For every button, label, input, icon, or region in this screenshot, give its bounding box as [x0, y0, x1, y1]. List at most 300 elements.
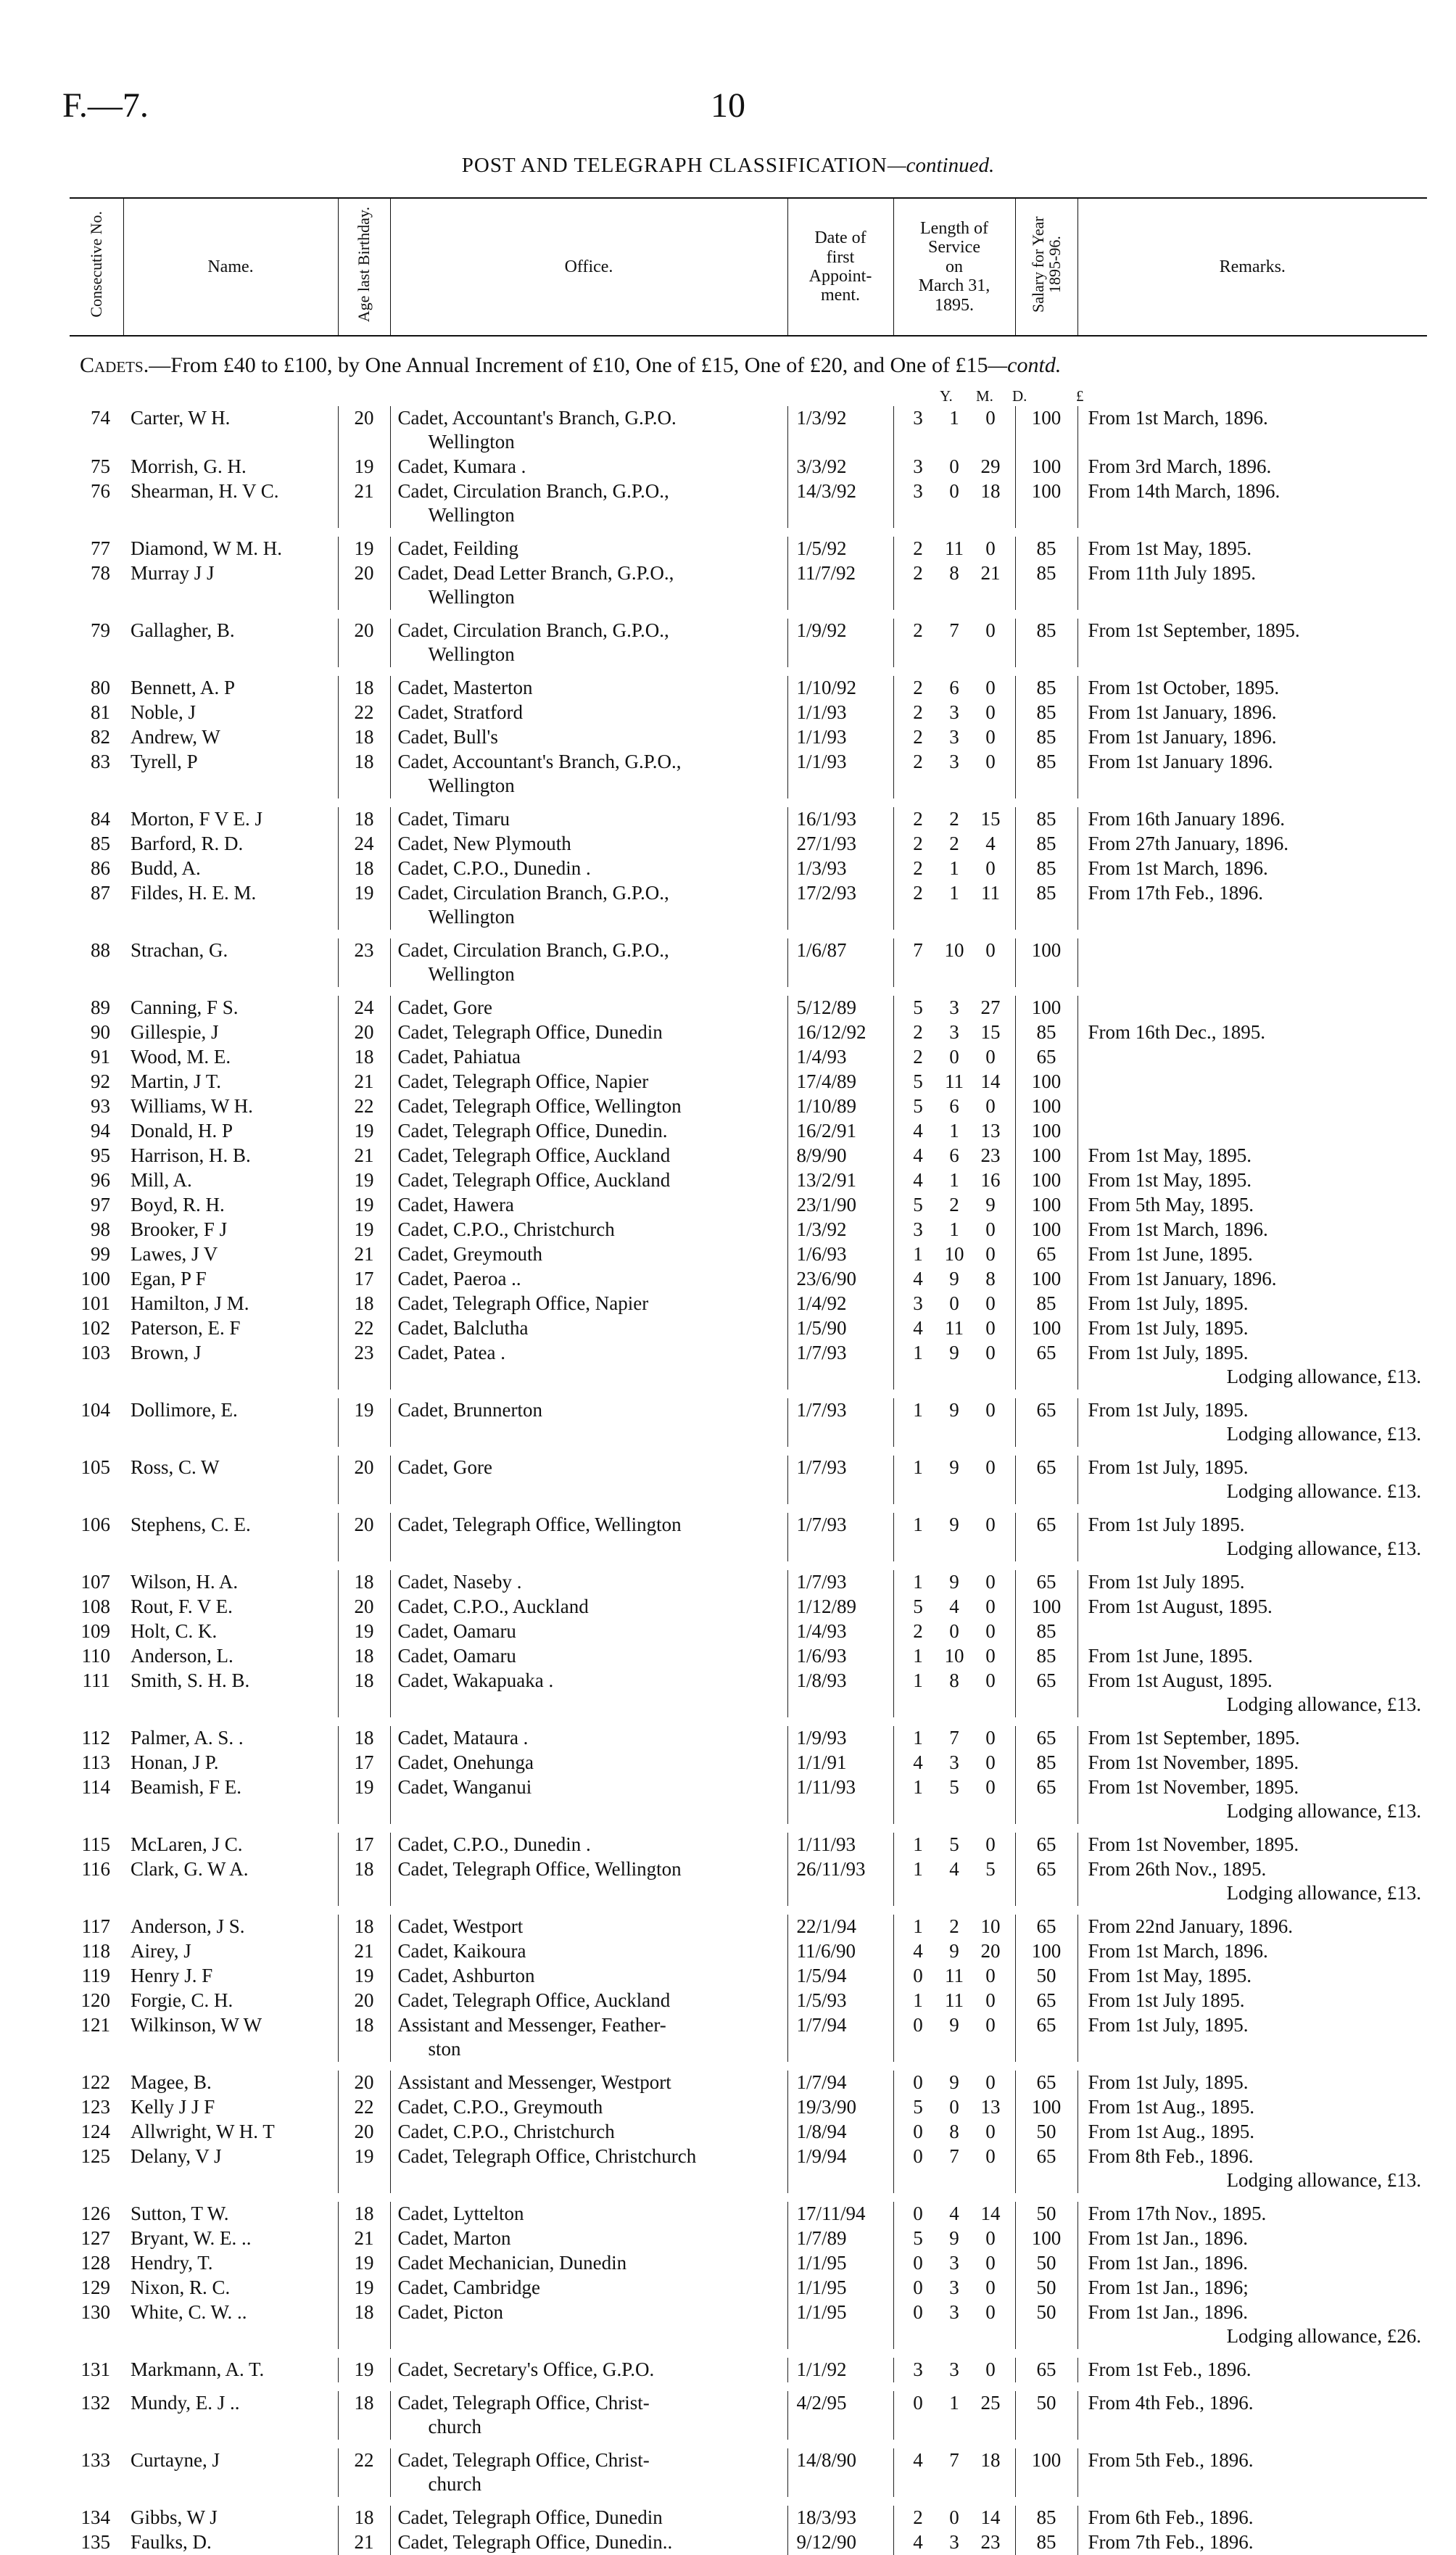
table-row	[70, 1119, 1427, 1144]
row-length-of-service	[893, 1722, 1015, 1751]
row-date: 1/9/92	[787, 614, 893, 672]
row-number: 116	[81, 1858, 110, 1880]
service-d: 0	[985, 726, 996, 748]
row-number: 75	[91, 455, 110, 477]
table-row	[70, 857, 1427, 881]
table-row	[70, 2353, 1427, 2387]
row-number: 107	[80, 1571, 110, 1593]
row-length-of-service	[893, 857, 1015, 881]
service-d: 25	[980, 2392, 1001, 2414]
col-header-age: Age last Birthday.	[338, 198, 390, 336]
row-name: Ross, C. W	[131, 1456, 220, 1478]
row-remarks	[1077, 2353, 1427, 2387]
row-salary: 100	[1015, 1070, 1077, 1094]
row-length-of-service	[893, 2226, 1015, 2251]
row-length-of-service	[893, 1857, 1015, 1910]
office-continuation: Wellington	[428, 775, 515, 796]
row-salary: 100	[1015, 1939, 1077, 1964]
row-age: 18	[338, 2197, 390, 2226]
row-office	[390, 1751, 787, 1775]
office-line: Cadet, Telegraph Office, Christ-	[397, 2449, 650, 2471]
office-line: Cadet, Ashburton	[397, 1965, 535, 1986]
row-date: 1/5/93	[787, 1989, 893, 2013]
col-header-office: Office.	[390, 198, 787, 336]
table-row	[70, 1619, 1427, 1644]
row-remarks	[1077, 2444, 1427, 2501]
row-remarks	[1077, 2066, 1427, 2095]
office-line: Cadet, C.P.O., Dunedin .	[397, 1833, 591, 1855]
row-age: 18	[338, 1857, 390, 1910]
service-m: 1	[949, 2392, 959, 2414]
row-number: 127	[80, 2227, 110, 2249]
row-office	[390, 2444, 787, 2501]
row-age: 20	[338, 614, 390, 672]
service-y: 1	[913, 1456, 923, 1478]
row-date: 1/4/93	[787, 1619, 893, 1644]
table-row	[70, 2095, 1427, 2120]
service-y: 7	[913, 939, 923, 961]
row-salary: 50	[1015, 1964, 1077, 1989]
row-number: 122	[80, 2071, 110, 2093]
table-row	[70, 672, 1427, 701]
office-line: Cadet, Telegraph Office, Dunedin.	[397, 1120, 668, 1142]
service-y: 4	[913, 1268, 923, 1289]
office-continuation: ston	[428, 2038, 461, 2060]
row-length-of-service	[893, 2444, 1015, 2501]
row-length-of-service	[893, 1193, 1015, 1218]
remarks-line: From 3rd March, 1896.	[1088, 455, 1272, 477]
row-date: 1/7/93	[787, 1566, 893, 1595]
table-row	[70, 2444, 1427, 2501]
office-line: Cadet, Telegraph Office, Dunedin	[397, 2506, 663, 2528]
row-office	[390, 1144, 787, 1168]
office-line: Cadet, Balclutha	[397, 1317, 529, 1339]
row-remarks	[1077, 750, 1427, 803]
office-continuation: Wellington	[428, 586, 515, 608]
lodging-allowance: Lodging allowance, £13.	[1226, 1882, 1421, 1904]
row-office	[390, 1566, 787, 1595]
row-salary: 65	[1015, 1722, 1077, 1751]
row-date: 1/3/92	[787, 1218, 893, 1242]
row-salary: 50	[1015, 2387, 1077, 2444]
remarks-line: From 1st September, 1895.	[1088, 619, 1300, 641]
office-line: Cadet, Wanganui	[397, 1776, 532, 1798]
row-age: 19	[338, 1394, 390, 1451]
service-d: 0	[985, 2227, 996, 2249]
row-salary: 65	[1015, 1242, 1077, 1267]
row-name: Canning, F S.	[131, 996, 239, 1018]
row-name: Shearman, H. V C.	[131, 480, 279, 502]
table-row	[70, 1094, 1427, 1119]
row-length-of-service	[893, 991, 1015, 1020]
row-remarks	[1077, 2120, 1427, 2145]
row-age: 20	[338, 406, 390, 455]
table-row	[70, 1341, 1427, 1394]
row-salary: 85	[1015, 750, 1077, 803]
row-date: 17/2/93	[787, 881, 893, 934]
service-m: 10	[944, 1243, 964, 1265]
service-m: 9	[949, 1940, 959, 1962]
row-office	[390, 1644, 787, 1669]
remarks-line: From 1st Jan., 1896.	[1088, 2252, 1249, 2274]
row-remarks	[1077, 803, 1427, 832]
table-row	[70, 1218, 1427, 1242]
row-name: Dollimore, E.	[131, 1399, 238, 1421]
table-row	[70, 1070, 1427, 1094]
row-age: 19	[338, 1775, 390, 1828]
row-date: 11/6/90	[787, 1939, 893, 1964]
service-m: 2	[949, 833, 959, 854]
service-m: 10	[944, 939, 964, 961]
service-m: 4	[949, 2203, 959, 2224]
service-y: 1	[913, 1727, 923, 1749]
row-date: 1/9/93	[787, 1722, 893, 1751]
row-number: 113	[81, 1751, 110, 1773]
row-date: 1/7/94	[787, 2066, 893, 2095]
table-row	[70, 2145, 1427, 2197]
row-office	[390, 1193, 787, 1218]
row-number: 104	[80, 1399, 110, 1421]
service-m: 0	[949, 480, 959, 502]
service-m: 1	[949, 857, 959, 879]
remarks-line: From 1st January, 1896.	[1088, 701, 1277, 723]
row-length-of-service	[893, 1292, 1015, 1316]
service-y: 3	[913, 407, 923, 429]
office-line: Cadet, Timaru	[397, 808, 510, 830]
row-name: Faulks, D.	[131, 2531, 212, 2553]
service-d: 0	[985, 1571, 996, 1593]
row-date: 1/3/93	[787, 857, 893, 881]
row-name: Morton, F V E. J	[131, 808, 263, 830]
row-date: 26/11/93	[787, 1857, 893, 1910]
row-salary: 65	[1015, 1775, 1077, 1828]
row-length-of-service	[893, 406, 1015, 455]
lodging-allowance: Lodging allowance, £13.	[1226, 2169, 1421, 2191]
service-d: 15	[980, 808, 1001, 830]
remarks-line: From 1st January, 1896.	[1088, 726, 1277, 748]
row-salary: 65	[1015, 1451, 1077, 1508]
remarks-line: From 1st August, 1895.	[1088, 1596, 1273, 1617]
table-row	[70, 1168, 1427, 1193]
row-office	[390, 1964, 787, 1989]
row-date: 23/6/90	[787, 1267, 893, 1292]
service-m: 11	[945, 1965, 964, 1986]
service-y: 2	[913, 677, 923, 698]
service-y: 0	[913, 2277, 923, 2298]
service-m: 3	[949, 1021, 959, 1043]
row-age: 20	[338, 1508, 390, 1566]
row-office	[390, 479, 787, 532]
service-m: 3	[949, 2301, 959, 2323]
row-date: 1/7/89	[787, 2226, 893, 2251]
row-salary: 100	[1015, 1218, 1077, 1242]
row-number: 110	[81, 1645, 110, 1667]
office-line: Cadet, Hawera	[397, 1194, 514, 1215]
row-name: Gibbs, W J	[131, 2506, 218, 2528]
row-salary: 65	[1015, 2353, 1077, 2387]
service-d: 0	[985, 1218, 996, 1240]
remarks-line: From 17th Nov., 1895.	[1088, 2203, 1267, 2224]
row-age: 18	[338, 2013, 390, 2066]
row-age: 18	[338, 1566, 390, 1595]
service-m: 7	[949, 2145, 959, 2167]
service-m: 7	[949, 619, 959, 641]
service-m: 1	[949, 1218, 959, 1240]
row-name: Wood, M. E.	[131, 1046, 231, 1068]
row-number: 119	[81, 1965, 110, 1986]
office-line: Cadet, C.P.O., Dunedin .	[397, 857, 591, 879]
row-office	[390, 1910, 787, 1939]
service-y: 4	[913, 1940, 923, 1962]
row-name: Mundy, E. J ..	[131, 2392, 240, 2414]
service-d: 14	[980, 1070, 1001, 1092]
row-number: 90	[91, 1021, 110, 1043]
row-number: 74	[91, 407, 110, 429]
row-office	[390, 1094, 787, 1119]
service-d: 10	[980, 1915, 1001, 1937]
service-y: 5	[913, 2096, 923, 2118]
service-d: 21	[980, 562, 1001, 584]
remarks-line: From 1st November, 1895.	[1088, 1751, 1299, 1773]
office-line: Cadet, Telegraph Office, Wellington	[397, 1514, 682, 1535]
row-salary: 100	[1015, 1144, 1077, 1168]
service-d: 0	[985, 1399, 996, 1421]
row-salary: 85	[1015, 1020, 1077, 1045]
row-name: Williams, W H.	[131, 1095, 253, 1117]
row-date: 1/6/93	[787, 1242, 893, 1267]
row-length-of-service	[893, 2120, 1015, 2145]
remarks-line: From 1st November, 1895.	[1088, 1776, 1299, 1798]
office-line: Cadet, Greymouth	[397, 1243, 542, 1265]
office-line: Cadet, Mataura .	[397, 1727, 529, 1749]
row-date: 1/4/93	[787, 1045, 893, 1070]
row-age: 17	[338, 1828, 390, 1857]
service-d: 18	[980, 2449, 1001, 2471]
row-length-of-service	[893, 2145, 1015, 2197]
row-length-of-service	[893, 1119, 1015, 1144]
office-line: Cadet, Onehunga	[397, 1751, 534, 1773]
row-age: 21	[338, 1242, 390, 1267]
row-name: Wilson, H. A.	[131, 1571, 239, 1593]
table-row	[70, 1964, 1427, 1989]
service-y: 3	[913, 480, 923, 502]
row-length-of-service	[893, 1168, 1015, 1193]
service-d: 0	[985, 2121, 996, 2142]
col-header-salary: Salary for Year 1895-96.	[1015, 198, 1077, 336]
remarks-line: From 1st October, 1895.	[1088, 677, 1280, 698]
row-office	[390, 406, 787, 455]
row-number: 129	[80, 2277, 110, 2298]
row-salary: 85	[1015, 2530, 1077, 2555]
row-office	[390, 1394, 787, 1451]
row-date: 1/1/93	[787, 750, 893, 803]
row-office	[390, 1857, 787, 1910]
service-m: 6	[949, 1144, 959, 1166]
row-office	[390, 2300, 787, 2353]
row-number: 78	[91, 562, 110, 584]
row-age: 18	[338, 1722, 390, 1751]
row-office	[390, 1045, 787, 1070]
service-d: 23	[980, 1144, 1001, 1166]
row-remarks	[1077, 614, 1427, 672]
row-date: 23/1/90	[787, 1193, 893, 1218]
service-m: 1	[949, 1120, 959, 1142]
row-number: 100	[80, 1268, 110, 1289]
row-date: 27/1/93	[787, 832, 893, 857]
row-name: Magee, B.	[131, 2071, 212, 2093]
service-d: 0	[985, 2071, 996, 2093]
row-salary: 100	[1015, 1267, 1077, 1292]
service-y: 2	[913, 882, 923, 904]
table-row	[70, 455, 1427, 479]
row-remarks	[1077, 1168, 1427, 1193]
service-d: 0	[985, 1989, 996, 2011]
row-date: 1/8/94	[787, 2120, 893, 2145]
row-age: 21	[338, 1070, 390, 1094]
row-number: 77	[91, 537, 110, 559]
remarks-line: From 1st January 1896.	[1088, 751, 1273, 772]
remarks-line: From 1st July, 1895.	[1088, 1342, 1249, 1363]
table-row	[70, 2501, 1427, 2530]
remarks-line: From 1st March, 1896.	[1088, 407, 1268, 429]
office-line: Cadet, Gore	[397, 1456, 492, 1478]
row-office	[390, 1508, 787, 1566]
row-salary: 100	[1015, 2226, 1077, 2251]
row-remarks	[1077, 1094, 1427, 1119]
service-y: 0	[913, 1965, 923, 1986]
row-length-of-service	[893, 479, 1015, 532]
service-m: 11	[945, 1989, 964, 2011]
row-name: Delany, V J	[131, 2145, 222, 2167]
row-name: Brown, J	[131, 1342, 202, 1363]
row-salary: 100	[1015, 1595, 1077, 1619]
row-name: Bryant, W. E. ..	[131, 2227, 252, 2249]
office-line: Cadet, Marton	[397, 2227, 511, 2249]
table-row	[70, 2226, 1427, 2251]
service-m: 11	[945, 537, 964, 559]
remarks-line: From 1st July 1895.	[1088, 1989, 1245, 2011]
row-length-of-service	[893, 1341, 1015, 1394]
row-salary: 100	[1015, 991, 1077, 1020]
row-name: Lawes, J V	[131, 1243, 218, 1265]
table-row	[70, 991, 1427, 1020]
office-line: Cadet Mechanician, Dunedin	[397, 2252, 627, 2274]
table-row	[70, 701, 1427, 725]
service-y: 2	[913, 1046, 923, 1068]
table-row	[70, 2300, 1427, 2353]
row-name: Curtayne, J	[131, 2449, 220, 2471]
row-remarks	[1077, 2095, 1427, 2120]
remarks-line: From 1st Feb., 1896.	[1088, 2358, 1252, 2380]
col-header-name: Name.	[123, 198, 338, 336]
remarks-line: From 1st June, 1895.	[1088, 1243, 1253, 1265]
service-y: 3	[913, 1292, 923, 1314]
table-row	[70, 2251, 1427, 2276]
row-length-of-service	[893, 1989, 1015, 2013]
service-d: 0	[985, 1292, 996, 1314]
row-office	[390, 803, 787, 832]
service-y: 5	[913, 1070, 923, 1092]
office-line: Cadet, Telegraph Office, Auckland	[397, 1144, 671, 1166]
service-y: 5	[913, 1095, 923, 1117]
service-m: 2	[949, 1194, 959, 1215]
lodging-allowance: Lodging allowance, £13.	[1226, 1423, 1421, 1445]
row-office	[390, 1168, 787, 1193]
service-d: 29	[980, 455, 1001, 477]
row-length-of-service	[893, 1218, 1015, 1242]
row-length-of-service	[893, 881, 1015, 934]
row-name: Barford, R. D.	[131, 833, 244, 854]
service-d: 0	[985, 1727, 996, 1749]
row-number: 83	[91, 751, 110, 772]
row-office	[390, 2066, 787, 2095]
office-line: Cadet, Pahiatua	[397, 1046, 521, 1068]
remarks-line: From 8th Feb., 1896.	[1088, 2145, 1254, 2167]
unit-days: D.	[1012, 387, 1027, 405]
row-number: 92	[91, 1070, 110, 1092]
service-y: 4	[913, 2449, 923, 2471]
row-date: 22/1/94	[787, 1910, 893, 1939]
row-age: 20	[338, 1595, 390, 1619]
row-remarks	[1077, 1267, 1427, 1292]
remarks-line: From 17th Feb., 1896.	[1088, 882, 1264, 904]
office-line: Cadet, Kaikoura	[397, 1940, 526, 1962]
office-line: Assistant and Messenger, Feather-	[397, 2014, 666, 2036]
row-number: 134	[80, 2506, 110, 2528]
service-m: 3	[949, 2531, 959, 2553]
row-age: 21	[338, 1939, 390, 1964]
row-office	[390, 1292, 787, 1316]
row-age: 18	[338, 725, 390, 750]
row-age: 20	[338, 2120, 390, 2145]
office-line: Cadet, Feilding	[397, 537, 518, 559]
service-m: 3	[949, 2252, 959, 2274]
row-salary: 85	[1015, 857, 1077, 881]
service-y: 3	[913, 455, 923, 477]
row-age: 19	[338, 1964, 390, 1989]
office-line: Cadet, Accountant's Branch, G.P.O.	[397, 407, 677, 429]
service-y: 5	[913, 1596, 923, 1617]
row-remarks	[1077, 2013, 1427, 2066]
service-m: 5	[949, 1833, 959, 1855]
office-line: Cadet, Oamaru	[397, 1620, 516, 1642]
remarks-line: From 1st July 1895.	[1088, 1571, 1245, 1593]
row-remarks	[1077, 1193, 1427, 1218]
table-row	[70, 1669, 1427, 1722]
office-continuation: Wellington	[428, 504, 515, 526]
table-row	[70, 1020, 1427, 1045]
service-d: 13	[980, 1120, 1001, 1142]
service-y: 1	[913, 1571, 923, 1593]
remarks-line: From 16th January 1896.	[1088, 808, 1285, 830]
row-number: 86	[91, 857, 110, 879]
service-d: 9	[985, 1194, 996, 1215]
row-name: Martin, J T.	[131, 1070, 221, 1092]
row-age: 22	[338, 1316, 390, 1341]
col-header-date: Date of first Appoint- ment.	[787, 198, 893, 336]
row-remarks	[1077, 1828, 1427, 1857]
row-salary: 50	[1015, 2276, 1077, 2300]
row-salary: 85	[1015, 1751, 1077, 1775]
office-line: Cadet, Westport	[397, 1915, 524, 1937]
service-d: 0	[985, 1046, 996, 1068]
row-salary: 65	[1015, 1566, 1077, 1595]
service-m: 3	[949, 2358, 959, 2380]
service-m: 9	[949, 1268, 959, 1289]
row-length-of-service	[893, 1595, 1015, 1619]
service-y: 1	[913, 1243, 923, 1265]
row-name: Bennett, A. P	[131, 677, 236, 698]
